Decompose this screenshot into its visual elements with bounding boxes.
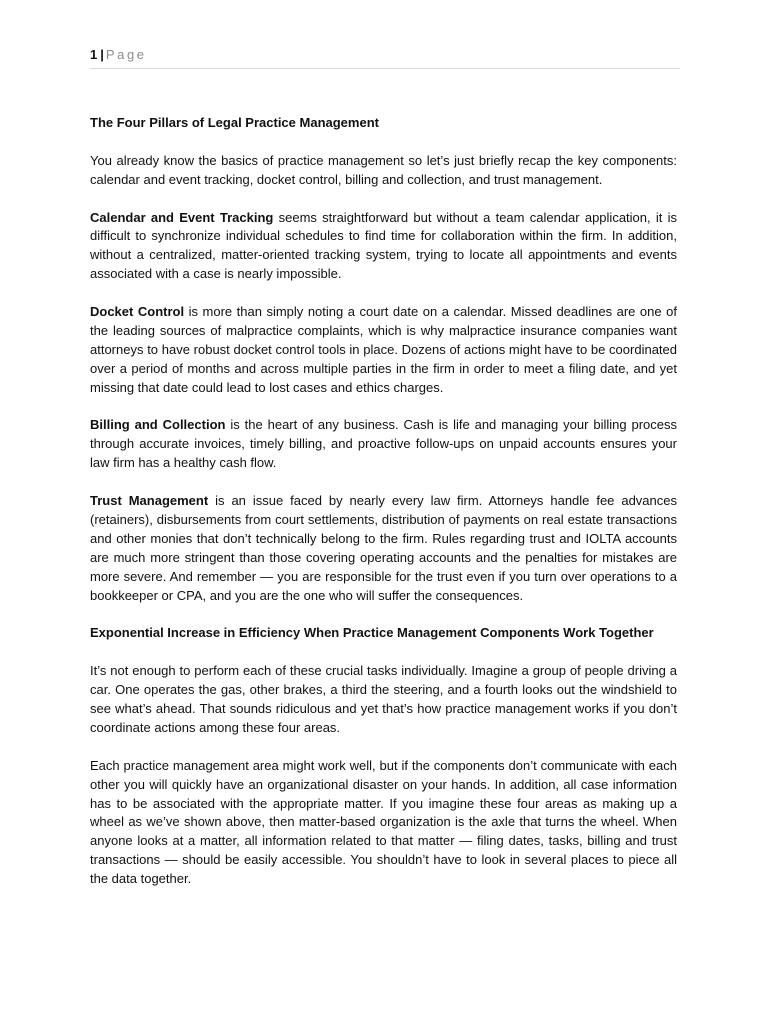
pillar-term: Docket Control xyxy=(90,304,185,320)
pillar-paragraph-docket xyxy=(90,303,677,398)
section-title: The Four Pillars of Legal Practice Management xyxy=(90,115,379,130)
pillar-text: seems straightforward but without a team calendar application, it is difficult to synchronize individual schedules to find time for collaboration within the firm. In addition, without a centralized, matter-oriented tracking system, trying to locate all appointments and events associated with a case is nearly impossible. xyxy=(90,209,677,282)
document-body xyxy=(90,114,677,908)
pillar-paragraph-trust xyxy=(90,492,677,605)
body-paragraph: It’s not enough to perform each of these crucial tasks individually. Imagine a group of people driving a car. One operates the gas, other brakes, a third the steering, and a fourth looks out the windshield to see what’s ahead. That sounds ridiculous and yet that’s how practice management works if you don’t coordinate actions among these four areas. xyxy=(90,663,677,735)
page-number: 1 xyxy=(90,47,98,62)
page-label: Page xyxy=(105,47,147,62)
pillar-paragraph-billing xyxy=(90,416,677,473)
body-paragraph: Each practice management area might work well, but if the components don’t communicate with each other you will quickly have an organizational disaster on your hands. In addition, all case information has to be associated with the appropriate matter. If you imagine these four areas as making up a wheel as we’ve shown above, then matter-based organization is the axle that turns the wheel. When anyone looks at a matter, all information related to that matter — filing dates, tasks, billing and trust transactions — should be easily accessible. You shouldn’t have to look in several places to piece all the data together. xyxy=(90,757,677,887)
pillar-term: Billing and Collection xyxy=(90,417,226,433)
pillar-text: is more than simply noting a court date on a calendar. Missed deadlines are one of the leading sources of malpractice complaints, which is why malpractice insurance companies want attorneys to have robust docket control tools in place. Dozens of actions might have to be coordinated over a period of months and across multiple parties in the firm in order to meet a filing date, and yet missing that date could lead to lost cases and ethics charges. xyxy=(90,304,677,395)
pillar-text: is an issue faced by nearly every law firm. Attorneys handle fee advances (retainers), disbursements from court settlements, distribution of payments on real estate transactions and other monies that don’t technically belong to the firm. Rules regarding trust and IOLTA accounts are much more stringent than those covering operating accounts and the penalties for mistakes are more severe. And remember — you are responsible for the trust even if you turn over operations to a bookkeeper or CPA, and you are the one who will suffer the consequences. xyxy=(90,493,677,603)
page-header-separator: | xyxy=(100,47,104,62)
pillar-term: Calendar and Event Tracking xyxy=(90,209,274,225)
pillar-text: is the heart of any business. Cash is life and managing your billing process through accurate invoices, timely billing, and proactive follow-ups on unpaid accounts ensures your law firm has a healthy cash flow. xyxy=(90,417,678,471)
section-title-efficiency: Exponential Increase in Efficiency When Practice Management Components Work Together xyxy=(90,625,654,641)
pillar-paragraph-calendar xyxy=(90,209,677,285)
pillar-term: Trust Management xyxy=(90,493,209,509)
intro-paragraph: You already know the basics of practice management so let’s just briefly recap the key components: calendar and event tracking, docket control, billing and collection, and trust management. xyxy=(90,152,677,187)
page-header xyxy=(90,46,680,69)
